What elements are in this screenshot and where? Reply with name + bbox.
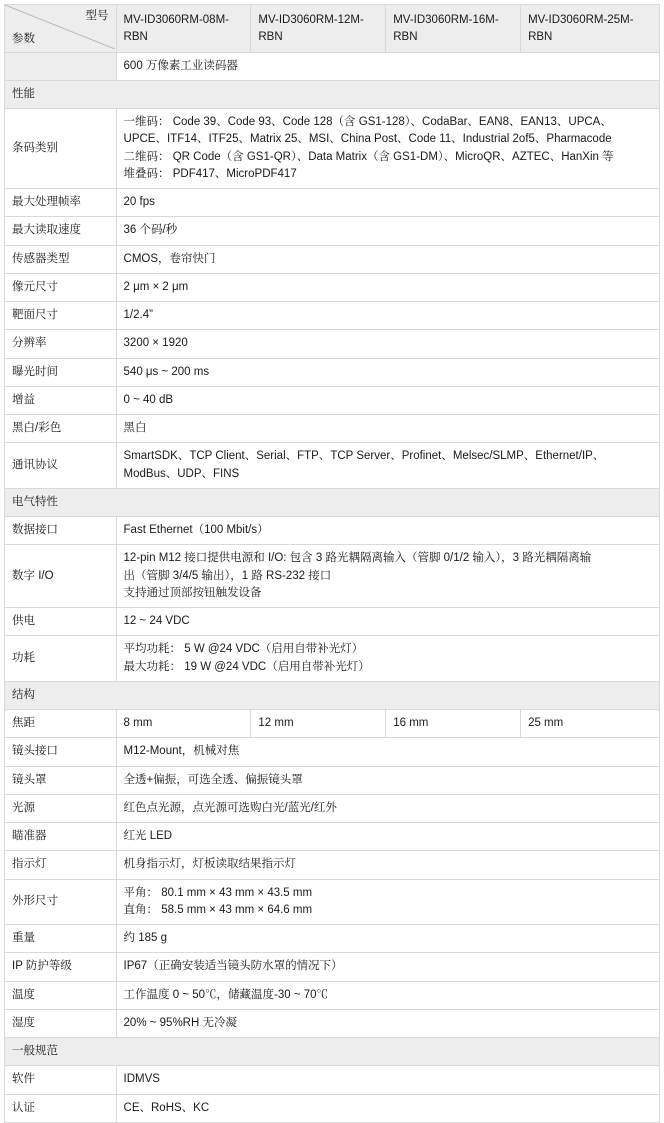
spec-row [5, 851, 660, 879]
spec-label: 靶面尺寸 [5, 302, 117, 330]
spec-value-line: 平角： 80.1 mm × 43 mm × 43.5 mm [123, 886, 313, 899]
spec-label: 黑白/彩色 [5, 415, 117, 443]
spec-row [5, 109, 660, 189]
spec-label: 功耗 [5, 636, 117, 682]
spec-row [5, 217, 660, 245]
spec-value-line: 机身指示灯，灯板读取结果指示灯 [123, 858, 297, 871]
spec-row [5, 1009, 660, 1037]
spec-row [5, 981, 660, 1009]
header-model-3: MV-ID3060RM-16M-RBN [386, 5, 521, 53]
spec-label: 外形尺寸 [5, 879, 117, 925]
spec-row [5, 1094, 660, 1122]
spec-value-line: 1/2.4” [123, 309, 153, 321]
section-header-row [5, 488, 660, 516]
spec-value [116, 545, 659, 608]
spec-value-line: 3200 × 1920 [123, 337, 188, 350]
spec-value-line: M12-Mount，机械对焦 [123, 745, 240, 758]
spec-value [116, 636, 659, 682]
spec-row [5, 443, 660, 489]
spec-label: 指示灯 [5, 851, 117, 879]
spec-value [116, 953, 659, 981]
spec-value-line: 直角： 58.5 mm × 43 mm × 64.6 mm [123, 903, 313, 916]
spec-label: 最大处理帧率 [5, 189, 117, 217]
product-subtitle-row [5, 52, 660, 80]
header-model-4: MV-ID3060RM-25M-RBN [521, 5, 660, 53]
header-corner-cell [5, 5, 117, 53]
spec-value [116, 794, 659, 822]
focal-length-value: 16 mm [386, 710, 521, 738]
spec-value-line: UPCE、ITF14、ITF25、Matrix 25、MSI、China Post、Code 11、Industrial 2of5、Pharmacode [123, 133, 612, 146]
section-title: 结构 [5, 681, 660, 709]
spec-value [116, 1066, 659, 1094]
spec-row [5, 517, 660, 545]
spec-value [116, 358, 659, 386]
spec-label: 瞄准器 [5, 823, 117, 851]
subtitle-spacer-cell [5, 52, 117, 80]
spec-value-line: Fast Ethernet（100 Mbit/s） [123, 524, 269, 536]
spec-value [116, 608, 659, 636]
table-header-row [5, 5, 660, 53]
spec-row [5, 738, 660, 766]
spec-label: 镜头罩 [5, 766, 117, 794]
spec-label: 认证 [5, 1094, 117, 1122]
spec-row [5, 330, 660, 358]
spec-row [5, 823, 660, 851]
focal-length-value: 8 mm [116, 710, 251, 738]
spec-label: 温度 [5, 981, 117, 1009]
spec-value [116, 189, 659, 217]
spec-value [116, 823, 659, 851]
spec-label: 湿度 [5, 1009, 117, 1037]
section-header-row [5, 1038, 660, 1066]
spec-row [5, 953, 660, 981]
spec-value-line: 540 μs ~ 200 ms [123, 365, 210, 378]
header-model-2: MV-ID3060RM-12M-RBN [251, 5, 386, 53]
spec-label: 分辨率 [5, 330, 117, 358]
spec-value [116, 443, 659, 489]
header-model-label: 型号 [85, 10, 109, 22]
spec-row [5, 358, 660, 386]
spec-value [116, 879, 659, 925]
specification-table [4, 4, 660, 1123]
spec-label: 数据接口 [5, 517, 117, 545]
spec-value-line: IDMVS [123, 1073, 160, 1086]
spec-value-line: 12 ~ 24 VDC [123, 615, 190, 627]
section-header-row [5, 681, 660, 709]
spec-value-line: CMOS，卷帘快门 [123, 252, 216, 265]
spec-value-line: 约 185 g [123, 932, 168, 944]
spec-value-line: 支持通过顶部按钮触发设备 [123, 586, 262, 599]
spec-value-line: 20% ~ 95%RH 无冷凝 [123, 1016, 237, 1029]
spec-value-line: 全透+偏振，可选全透、偏振镜头罩 [123, 773, 303, 786]
spec-value-line: IP67（正确安装适当镜头防水罩的情况下） [123, 960, 343, 973]
spec-row [5, 545, 660, 608]
spec-row [5, 794, 660, 822]
spec-value [116, 109, 659, 189]
spec-label: 条码类别 [5, 109, 117, 189]
spec-value [116, 766, 659, 794]
spec-value [116, 302, 659, 330]
spec-value [116, 517, 659, 545]
spec-value-line: 2 μm × 2 μm [123, 280, 189, 293]
spec-value-line: 最大功耗： 19 W @24 VDC（启用自带补光灯） [123, 660, 370, 673]
spec-value [116, 330, 659, 358]
spec-value-line: 一维码： Code 39、Code 93、Code 128（含 GS1-128）、CodaBar、EAN8、EAN13、UPCA、 [123, 116, 612, 128]
spec-row [5, 415, 660, 443]
spec-value [116, 273, 659, 301]
section-title: 性能 [5, 80, 660, 108]
spec-row [5, 636, 660, 682]
spec-label: 增益 [5, 386, 117, 414]
section-title: 电气特性 [5, 488, 660, 516]
spec-value-line: 36 个码/秒 [123, 224, 178, 237]
spec-value [116, 981, 659, 1009]
section-title: 一般规范 [5, 1038, 660, 1066]
spec-value [116, 217, 659, 245]
spec-row [5, 710, 660, 738]
spec-value [116, 415, 659, 443]
spec-value [116, 851, 659, 879]
spec-value [116, 1009, 659, 1037]
spec-value-line: CE、RoHS、KC [123, 1101, 210, 1114]
spec-value-line: 平均功耗： 5 W @24 VDC（启用自带补光灯） [123, 643, 364, 656]
spec-row [5, 608, 660, 636]
spec-value-line: 12-pin M12 接口提供电源和 I/O: 包含 3 路光耦隔离输入（管脚 0/1/2 输入），3 路光耦隔离输 [123, 552, 592, 565]
spec-label: 最大读取速度 [5, 217, 117, 245]
spec-label: 像元尺寸 [5, 273, 117, 301]
spec-row [5, 273, 660, 301]
spec-row [5, 245, 660, 273]
section-header-row [5, 80, 660, 108]
spec-row [5, 879, 660, 925]
spec-label: 软件 [5, 1066, 117, 1094]
spec-label: 重量 [5, 925, 117, 953]
header-param-label: 参数 [12, 33, 35, 46]
spec-label: 镜头接口 [5, 738, 117, 766]
focal-length-value: 25 mm [521, 710, 660, 738]
spec-label: 曝光时间 [5, 358, 117, 386]
spec-value-line: 红色点光源，点光源可选购白光/蓝光/红外 [123, 801, 337, 814]
spec-row [5, 189, 660, 217]
spec-value-line: 黑白 [123, 422, 147, 434]
spec-value-line: 红光 LED [123, 830, 173, 842]
spec-value [116, 386, 659, 414]
spec-row [5, 302, 660, 330]
spec-value-line: ModBus、UDP、FINS [123, 467, 240, 480]
product-subtitle: 600 万像素工业读码器 [116, 52, 659, 80]
spec-label: 数字 I/O [5, 545, 117, 608]
spec-value [116, 245, 659, 273]
spec-value-line: SmartSDK、TCP Client、Serial、FTP、TCP Server、Profinet、Melsec/SLMP、Ethernet/IP、 [123, 450, 605, 463]
spec-value [116, 1094, 659, 1122]
focal-length-value: 12 mm [251, 710, 386, 738]
spec-label: 焦距 [5, 710, 117, 738]
spec-row [5, 925, 660, 953]
spec-row [5, 386, 660, 414]
spec-value-line: 工作温度 0 ~ 50℃，储藏温度-30 ~ 70℃ [123, 988, 329, 1001]
header-model-1: MV-ID3060RM-08M-RBN [116, 5, 251, 53]
spec-value-line: 堆叠码： PDF417、MicroPDF417 [123, 167, 297, 180]
spec-value [116, 738, 659, 766]
spec-label: 供电 [5, 608, 117, 636]
spec-value-line: 二维码： QR Code（含 GS1-QR）、Data Matrix（含 GS1-DM）、MicroQR、AZTEC、HanXin 等 [123, 150, 614, 163]
spec-row [5, 1066, 660, 1094]
spec-row [5, 766, 660, 794]
spec-label: 传感器类型 [5, 245, 117, 273]
spec-value-line: 0 ~ 40 dB [123, 393, 174, 406]
spec-value [116, 925, 659, 953]
spec-label: IP 防护等级 [5, 953, 117, 981]
spec-label: 通讯协议 [5, 443, 117, 489]
spec-label: 光源 [5, 794, 117, 822]
spec-value-line: 出（管脚 3/4/5 输出），1 路 RS-232 接口 [123, 569, 332, 582]
spec-value-line: 20 fps [123, 196, 155, 208]
